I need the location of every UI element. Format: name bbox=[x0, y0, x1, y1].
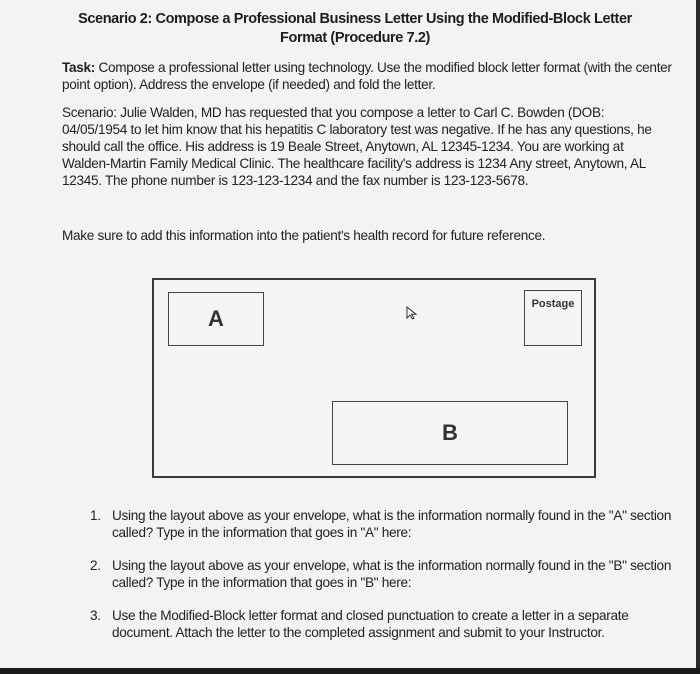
title-line-2: Format (Procedure 7.2) bbox=[280, 30, 430, 46]
question-list bbox=[82, 507, 682, 657]
task-label: Task: bbox=[62, 60, 96, 75]
question-item bbox=[82, 607, 682, 641]
scenario-paragraph: Scenario: Julie Walden, MD has requested that you compose a letter to Carl C. Bowden (DOB: 04/05/1954 to let him know that his hepatitis C laboratory test was negative. If he has any questions, he should call the office. His address is 19 Beale Street, Anytown, AL 12345-1234. You are working at Walden-Martin Family Medical Clinic. The healthcare facility's address is 1234 Any street, Anytown, AL 12345. The phone number is 123-123-1234 and the fax number is 123-123-5678. bbox=[62, 105, 652, 188]
question-number: 2. bbox=[90, 558, 101, 573]
postage-box: Postage bbox=[524, 290, 582, 346]
title-line-1: Scenario 2: Compose a Professional Business Letter Using the Modified-Block Letter bbox=[78, 11, 632, 27]
task-paragraph bbox=[62, 59, 672, 93]
reminder-paragraph: Make sure to add this information into the patient's health record for future reference. bbox=[62, 228, 546, 243]
page-title bbox=[20, 10, 690, 48]
question-text: Using the layout above as your envelope, what is the information normally found in the "B" section called? Type in the information that goes in "B" here: bbox=[112, 558, 672, 590]
question-number: 3. bbox=[90, 608, 101, 623]
screen-edge-bottom bbox=[0, 668, 700, 674]
return-address-box: A bbox=[168, 292, 264, 346]
envelope-diagram bbox=[152, 278, 596, 478]
question-item bbox=[82, 507, 682, 541]
screen-edge-right bbox=[696, 0, 700, 674]
question-item bbox=[82, 557, 682, 591]
question-text: Using the layout above as your envelope, what is the information normally found in the "A" section called? Type in the information that goes in "A" here: bbox=[112, 508, 672, 540]
mailing-address-box: B bbox=[332, 401, 568, 465]
task-text: Compose a professional letter using technology. Use the modified block letter format (with the center point option). Address the envelope (if needed) and fold the letter. bbox=[62, 60, 672, 92]
mouse-cursor-icon bbox=[406, 306, 418, 320]
question-text: Use the Modified-Block letter format and closed punctuation to create a letter in a separate document. Attach the letter to the completed assignment and submit to your Instructor. bbox=[112, 608, 629, 640]
question-number: 1. bbox=[90, 508, 101, 523]
